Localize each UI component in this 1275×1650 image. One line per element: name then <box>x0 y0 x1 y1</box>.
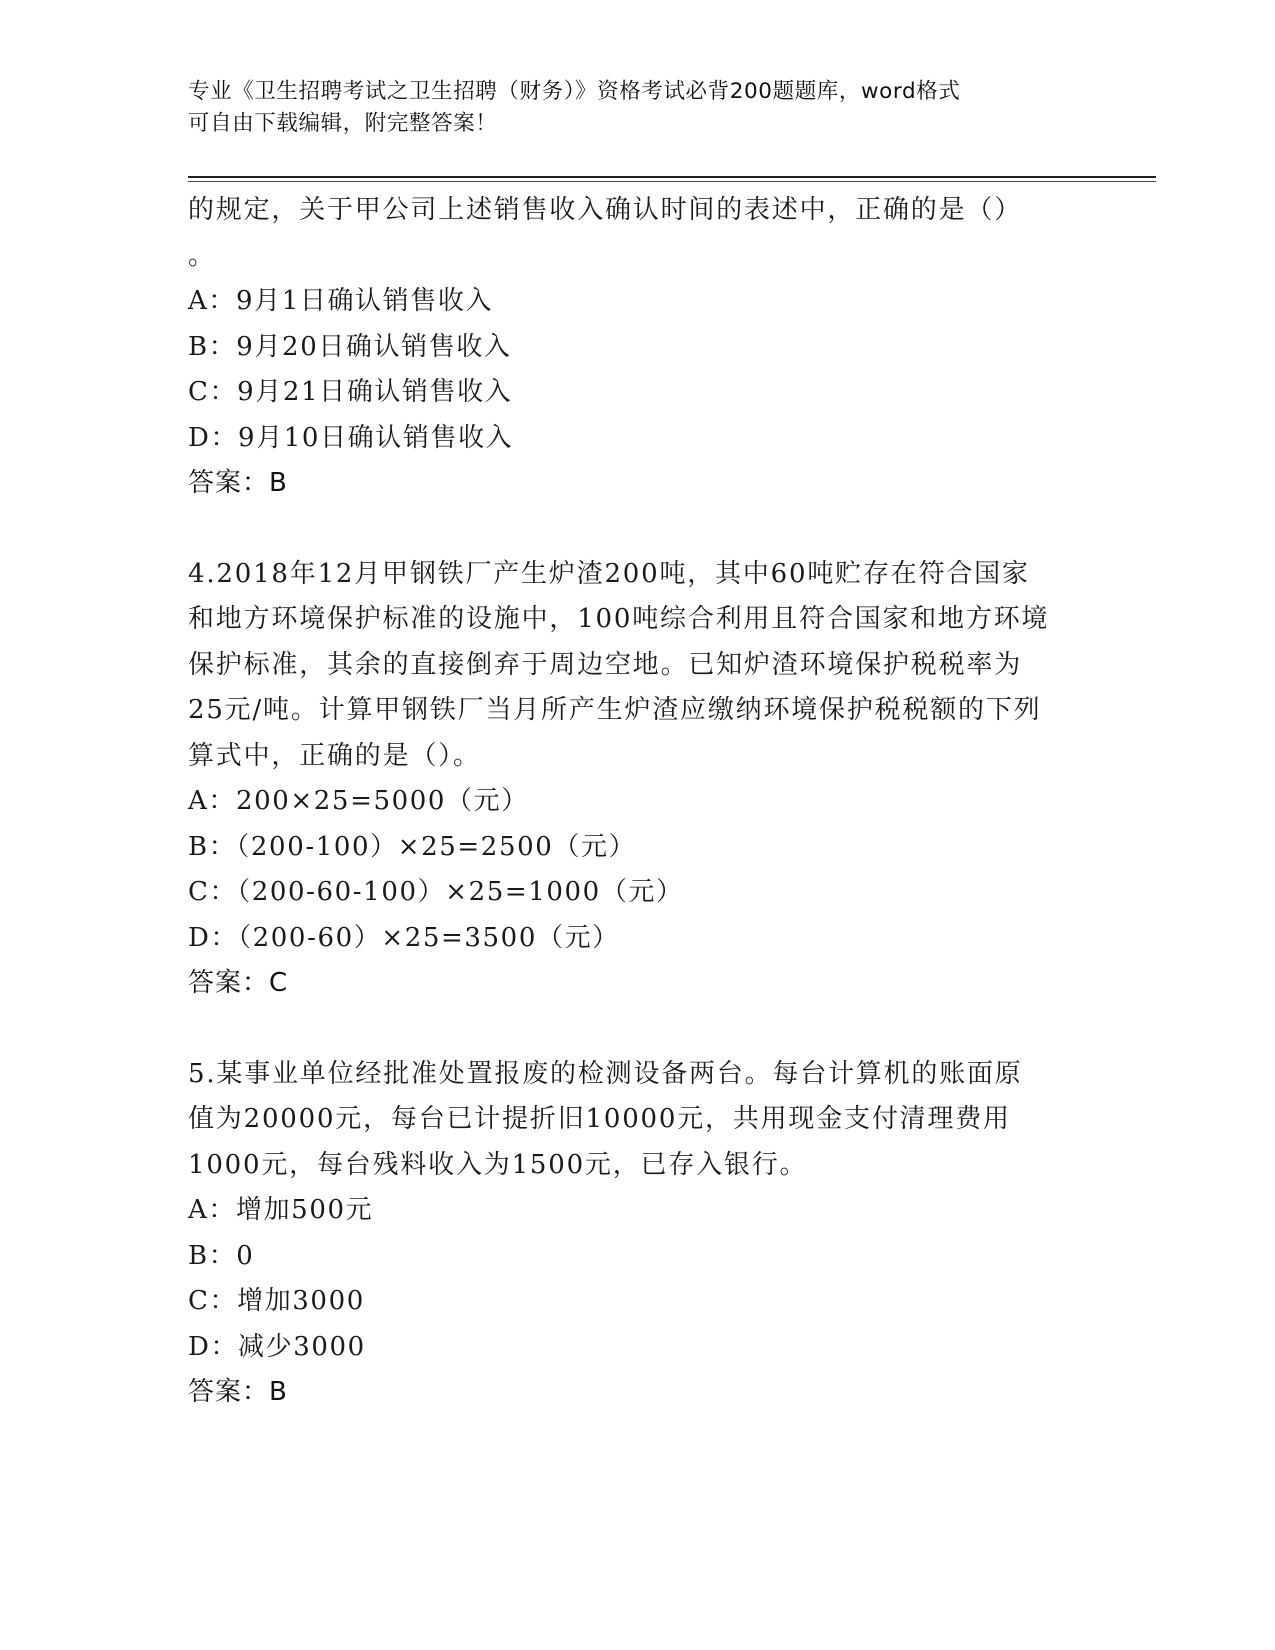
question-4-option-b: B：（200-100）×25=2500（元） <box>188 831 637 862</box>
question-4-option-c: C：（200-60-100）×25=1000（元） <box>188 877 684 907</box>
question-list <box>188 188 1088 1416</box>
question-4-answer: 答案：C <box>188 968 289 998</box>
question-5-answer: 答案：B <box>188 1377 288 1407</box>
question-4-stem-line: 保护标准，其余的直接倒弃于周边空地。已知炉渣环境保护税税率为 <box>188 649 1023 680</box>
header-divider-thin <box>188 181 1156 182</box>
question-3-option-b: B：9月20日确认销售收入 <box>188 331 512 362</box>
header-title-line-1: 专业《卫生招聘考试之卫生招聘（财务）》资格考试必背200题题库，word格式 <box>188 79 961 104</box>
question-5-stem-line: 值为20000元，每台已计提折旧10000元，共用现金支付清理费用 <box>188 1104 1011 1134</box>
question-4-stem-line: 和地方环境保护标准的设施中，100吨综合利用且符合国家和地方环境 <box>188 604 1050 634</box>
question-3-stem-line: 。 <box>188 240 216 271</box>
header-title-line-2: 可自由下载编辑，附完整答案！ <box>188 111 498 136</box>
question-3-option-d: D：9月10日确认销售收入 <box>188 422 514 453</box>
question-4-stem-line: 算式中，正确的是（）。 <box>188 740 481 771</box>
question-5-option-a: A：增加500元 <box>188 1195 374 1225</box>
question-4-stem-line: 25元/吨。计算甲钢铁厂当月所产生炉渣应缴纳环境保护税税额的下列 <box>188 695 1042 725</box>
question-3 <box>188 188 1088 507</box>
question-5-option-c: C：增加3000 <box>188 1286 365 1316</box>
question-4-stem-line: 4.2018年12月甲钢铁厂产生炉渣200吨，其中60吨贮存在符合国家 <box>188 558 1030 589</box>
question-3-stem-line: 的规定，关于甲公司上述销售收入确认时间的表述中，正确的是（） <box>188 195 1023 225</box>
question-5-stem-line: 1000元，每台残料收入为1500元，已存入银行。 <box>188 1149 808 1180</box>
question-gap <box>188 507 1088 552</box>
question-5-option-b: B：0 <box>188 1240 255 1271</box>
question-4-option-d: D：（200-60）×25=3500（元） <box>188 922 620 953</box>
question-5-option-d: D：减少3000 <box>188 1331 366 1362</box>
page-header <box>188 76 1068 140</box>
question-3-option-a: A：9月1日确认销售收入 <box>188 286 494 316</box>
header-divider-thick <box>188 176 1156 178</box>
question-4 <box>188 552 1088 1007</box>
question-5 <box>188 1052 1088 1416</box>
question-5-stem-line: 5.某事业单位经批准处置报废的检测设备两台。每台计算机的账面原 <box>188 1058 1023 1089</box>
question-4-option-a: A：200×25=5000（元） <box>188 786 529 816</box>
question-3-option-c: C：9月21日确认销售收入 <box>188 377 513 407</box>
question-gap <box>188 1007 1088 1052</box>
question-3-answer: 答案：B <box>188 468 288 498</box>
